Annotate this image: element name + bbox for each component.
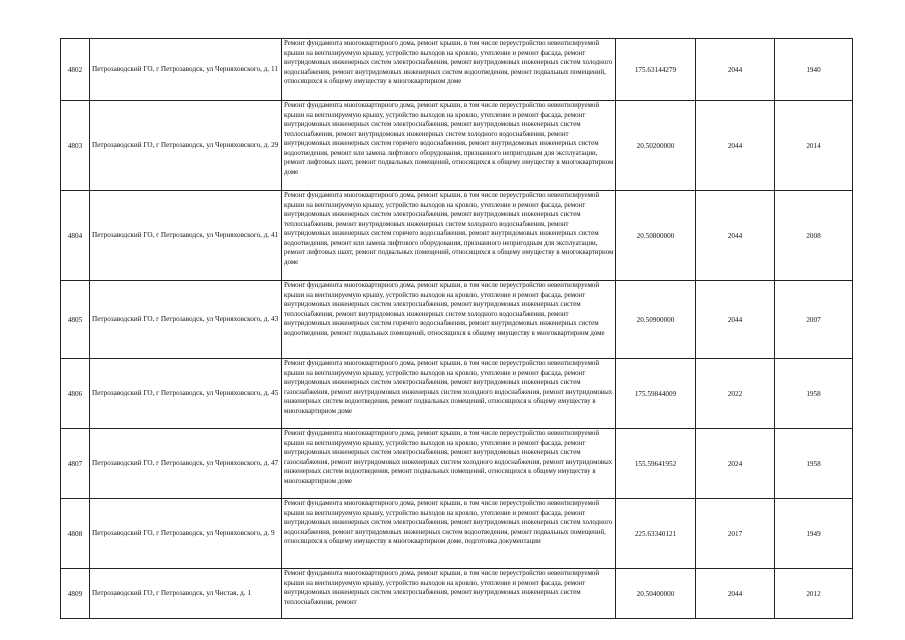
- built-year-cell: 1958: [775, 429, 853, 499]
- table-body: [61, 39, 853, 619]
- table-row: [61, 101, 853, 191]
- row-number: 4802: [61, 39, 90, 101]
- built-year-cell: 2007: [775, 281, 853, 359]
- planned-year-cell: 2044: [696, 39, 775, 101]
- planned-year-cell: 2044: [696, 569, 775, 619]
- address-cell: Петрозаводский ГО, г Петрозаводск, ул Черняховского, д. 29: [90, 101, 282, 191]
- row-number: 4806: [61, 359, 90, 429]
- housing-repair-table: [60, 38, 853, 619]
- works-cell: [282, 101, 616, 191]
- works-text: Ремонт фундамента многоквартирного дома, ремонт крыши, в том числе переустройство невентилируемой крыши на вентилируемую крышу, устройство выходов на кровлю, утепление и ремонт фасада, ремонт внутридомовых инженерных систем электроснабжения, ремонт внутридомовых инженерных систем теплоснабжения, ремонт внутридомовых инженерных систем холодного водоснабжения, ремонт внутридомовых инженерных систем горячего водоснабжения, ремонт внутридомовых инженерных систем водоотведения, ремонт или замена лифтового оборудования, признанного непригодным для эксплуатации, ремонт лифтовых шахт, ремонт подвальных помещений, относящихся к общему имуществу в многоквартирном доме: [284, 192, 614, 266]
- address-cell: Петрозаводский ГО, г Петрозаводск, ул Черняховского, д. 41: [90, 191, 282, 281]
- row-number: 4809: [61, 569, 90, 619]
- address-cell: Петрозаводский ГО, г Петрозаводск, ул Черняховского, д. 43: [90, 281, 282, 359]
- area-cell: 175.59844009: [616, 359, 696, 429]
- works-cell: [282, 359, 616, 429]
- planned-year-cell: 2017: [696, 499, 775, 569]
- document-page: [60, 38, 852, 619]
- table-row: [61, 569, 853, 619]
- works-cell: [282, 569, 616, 619]
- planned-year-cell: 2044: [696, 101, 775, 191]
- area-cell: 155.59641952: [616, 429, 696, 499]
- area-cell: 225.63340121: [616, 499, 696, 569]
- table-row: [61, 191, 853, 281]
- row-number: 4807: [61, 429, 90, 499]
- built-year-cell: 2008: [775, 191, 853, 281]
- table-row: [61, 499, 853, 569]
- table-row: [61, 39, 853, 101]
- built-year-cell: 1940: [775, 39, 853, 101]
- works-text: Ремонт фундамента многоквартирного дома, ремонт крыши, в том числе переустройство невентилируемой крыши на вентилируемую крышу, устройство выходов на кровлю, утепление и ремонт фасада, ремонт внутридомовых инженерных систем электроснабжения, ремонт внутридомовых инженерных систем теплоснабжения, ремонт внутридомовых инженерных систем холодного водоснабжения, ремонт внутридомовых инженерных систем горячего водоснабжения, ремонт внутридомовых инженерных систем водоотведения, ремонт или замена лифтового оборудования, признанного непригодным для эксплуатации, ремонт лифтовых шахт, ремонт подвальных помещений, относящихся к общему имуществу в многоквартирном доме: [284, 102, 614, 176]
- built-year-cell: 1958: [775, 359, 853, 429]
- planned-year-cell: 2024: [696, 429, 775, 499]
- row-number: 4805: [61, 281, 90, 359]
- area-cell: 20.50900000: [616, 281, 696, 359]
- built-year-cell: 2014: [775, 101, 853, 191]
- address-cell: Петрозаводский ГО, г Петрозаводск, ул Черняховского, д. 9: [90, 499, 282, 569]
- row-number: 4804: [61, 191, 90, 281]
- built-year-cell: 2012: [775, 569, 853, 619]
- works-text: Ремонт фундамента многоквартирного дома, ремонт крыши, в том числе переустройство невентилируемой крыши на вентилируемую крышу, устройство выходов на кровлю, утепление и ремонт фасада, ремонт внутридомовых инженерных систем электроснабжения, ремонт внутридомовых инженерных систем теплоснабжения, ремонт внутридомовых инженерных систем холодного водоснабжения, ремонт внутридомовых инженерных систем горячего водоснабжения, ремонт внутридомовых инженерных систем водоотведения, ремонт подвальных помещений, относящихся к общему имуществу в многоквартирном доме: [284, 282, 605, 337]
- address-cell: Петрозаводский ГО, г Петрозаводск, ул Черняховского, д. 11: [90, 39, 282, 101]
- works-cell: [282, 191, 616, 281]
- works-text: Ремонт фундамента многоквартирного дома, ремонт крыши, в том числе переустройство невентилируемой крыши на вентилируемую крышу, устройство выходов на кровлю, утепление и ремонт фасада, ремонт внутридомовых инженерных систем электроснабжения, ремонт внутридомовых инженерных систем теплоснабжения, ремонт: [284, 570, 600, 606]
- planned-year-cell: 2022: [696, 359, 775, 429]
- planned-year-cell: 2044: [696, 281, 775, 359]
- works-cell: [282, 429, 616, 499]
- works-text: Ремонт фундамента многоквартирного дома, ремонт крыши, в том числе переустройство невентилируемой крыши на вентилируемую крышу, устройство выходов на кровлю, утепление и ремонт фасада, ремонт внутридомовых инженерных систем электроснабжения, ремонт внутридомовых инженерных систем газоснабжения, ремонт внутридомовых инженерных систем холодного водоснабжения, ремонт внутридомовых инженерных систем водоотведения, ремонт подвальных помещений, относящихся к общему имуществу в многоквартирном доме: [284, 430, 613, 485]
- planned-year-cell: 2044: [696, 191, 775, 281]
- area-cell: 20.50800000: [616, 191, 696, 281]
- row-number: 4808: [61, 499, 90, 569]
- works-cell: [282, 499, 616, 569]
- built-year-cell: 1949: [775, 499, 853, 569]
- row-number: 4803: [61, 101, 90, 191]
- address-cell: Петрозаводский ГО, г Петрозаводск, ул Черняховского, д. 45: [90, 359, 282, 429]
- works-text: Ремонт фундамента многоквартирного дома, ремонт крыши, в том числе переустройство невентилируемой крыши на вентилируемую крышу, устройство выходов на кровлю, утепление и ремонт фасада, ремонт внутридомовых инженерных систем электроснабжения, ремонт внутридомовых инженерных систем холодного водоснабжения, ремонт внутридомовых инженерных систем водоотведения, ремонт подвальных помещений, относящихся к общему имуществу в многоквартирном доме: [284, 40, 613, 85]
- table-row: [61, 281, 853, 359]
- works-cell: [282, 39, 616, 101]
- table-row: [61, 429, 853, 499]
- area-cell: 20.50400000: [616, 569, 696, 619]
- area-cell: 20.50200000: [616, 101, 696, 191]
- address-cell: Петрозаводский ГО, г Петрозаводск, ул Черняховского, д. 47: [90, 429, 282, 499]
- address-cell: Петрозаводский ГО, г Петрозаводск, ул Чистая, д. 1: [90, 569, 282, 619]
- table-row: [61, 359, 853, 429]
- area-cell: 175.63144279: [616, 39, 696, 101]
- works-text: Ремонт фундамента многоквартирного дома, ремонт крыши, в том числе переустройство невентилируемой крыши на вентилируемую крышу, устройство выходов на кровлю, утепление и ремонт фасада, ремонт внутридомовых инженерных систем электроснабжения, ремонт внутридомовых инженерных систем холодного водоснабжения, ремонт внутридомовых инженерных систем водоотведения, ремонт подвальных помещений, относящихся к общему имуществу в многоквартирном доме, подготовка документации: [284, 500, 613, 545]
- works-cell: [282, 281, 616, 359]
- works-text: Ремонт фундамента многоквартирного дома, ремонт крыши, в том числе переустройство невентилируемой крыши на вентилируемую крышу, устройство выходов на кровлю, утепление и ремонт фасада, ремонт внутридомовых инженерных систем электроснабжения, ремонт внутридомовых инженерных систем газоснабжения, ремонт внутридомовых инженерных систем холодного водоснабжения, ремонт внутридомовых инженерных систем водоотведения, ремонт подвальных помещений, относящихся к общему имуществу в многоквартирном доме: [284, 360, 613, 415]
